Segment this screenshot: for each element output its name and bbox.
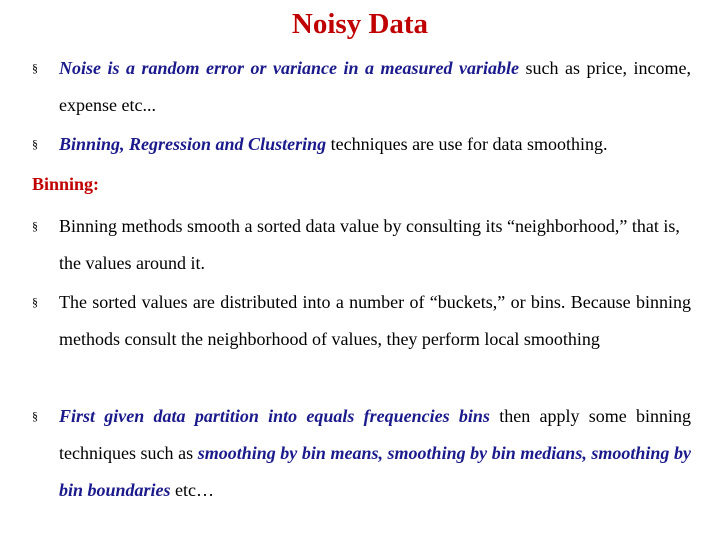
smoothing-methods-emphasis: smoothing by bin means, smoothing by bin medians, smoothing by bin boundaries [59,443,691,500]
page-title: Noisy Data [291,8,429,40]
binning-methods-text: Binning methods smooth a sorted data value by consulting its “neighborhood,” that is, the values around it. [59,216,680,273]
bullet-noise-definition [59,50,691,124]
partition-emphasis: First given data partition into equals frequencies bins [59,406,490,426]
bullet-smoothing-techniques [59,126,691,163]
bullet-marker: § [32,219,38,233]
bullet-marker: § [32,409,38,423]
noise-definition-text: such as price, income, expense etc... [59,58,691,115]
buckets-text: The sorted values are distributed into a number of “buckets,” or bins. Because binning methods consult the neighborhood of values, they perform local smoothing [59,292,691,349]
noise-definition-emphasis: Noise is a random error or variance in a measured variable [59,58,520,78]
bullet-marker: § [32,295,38,309]
partition-text-end: etc… [170,480,215,500]
partition-text-mid: then apply some binning techniques such as [59,406,691,463]
bullet-buckets [59,284,691,358]
smoothing-techniques-text: techniques are use for data smoothing. [326,134,608,154]
bullet-binning-methods [59,208,691,282]
smoothing-techniques-emphasis: Binning, Regression and Clustering [59,134,327,154]
bullet-marker: § [32,61,38,75]
bullet-partition-techniques [59,398,691,509]
bullet-marker: § [32,137,38,151]
binning-heading: Binning: [32,174,100,194]
